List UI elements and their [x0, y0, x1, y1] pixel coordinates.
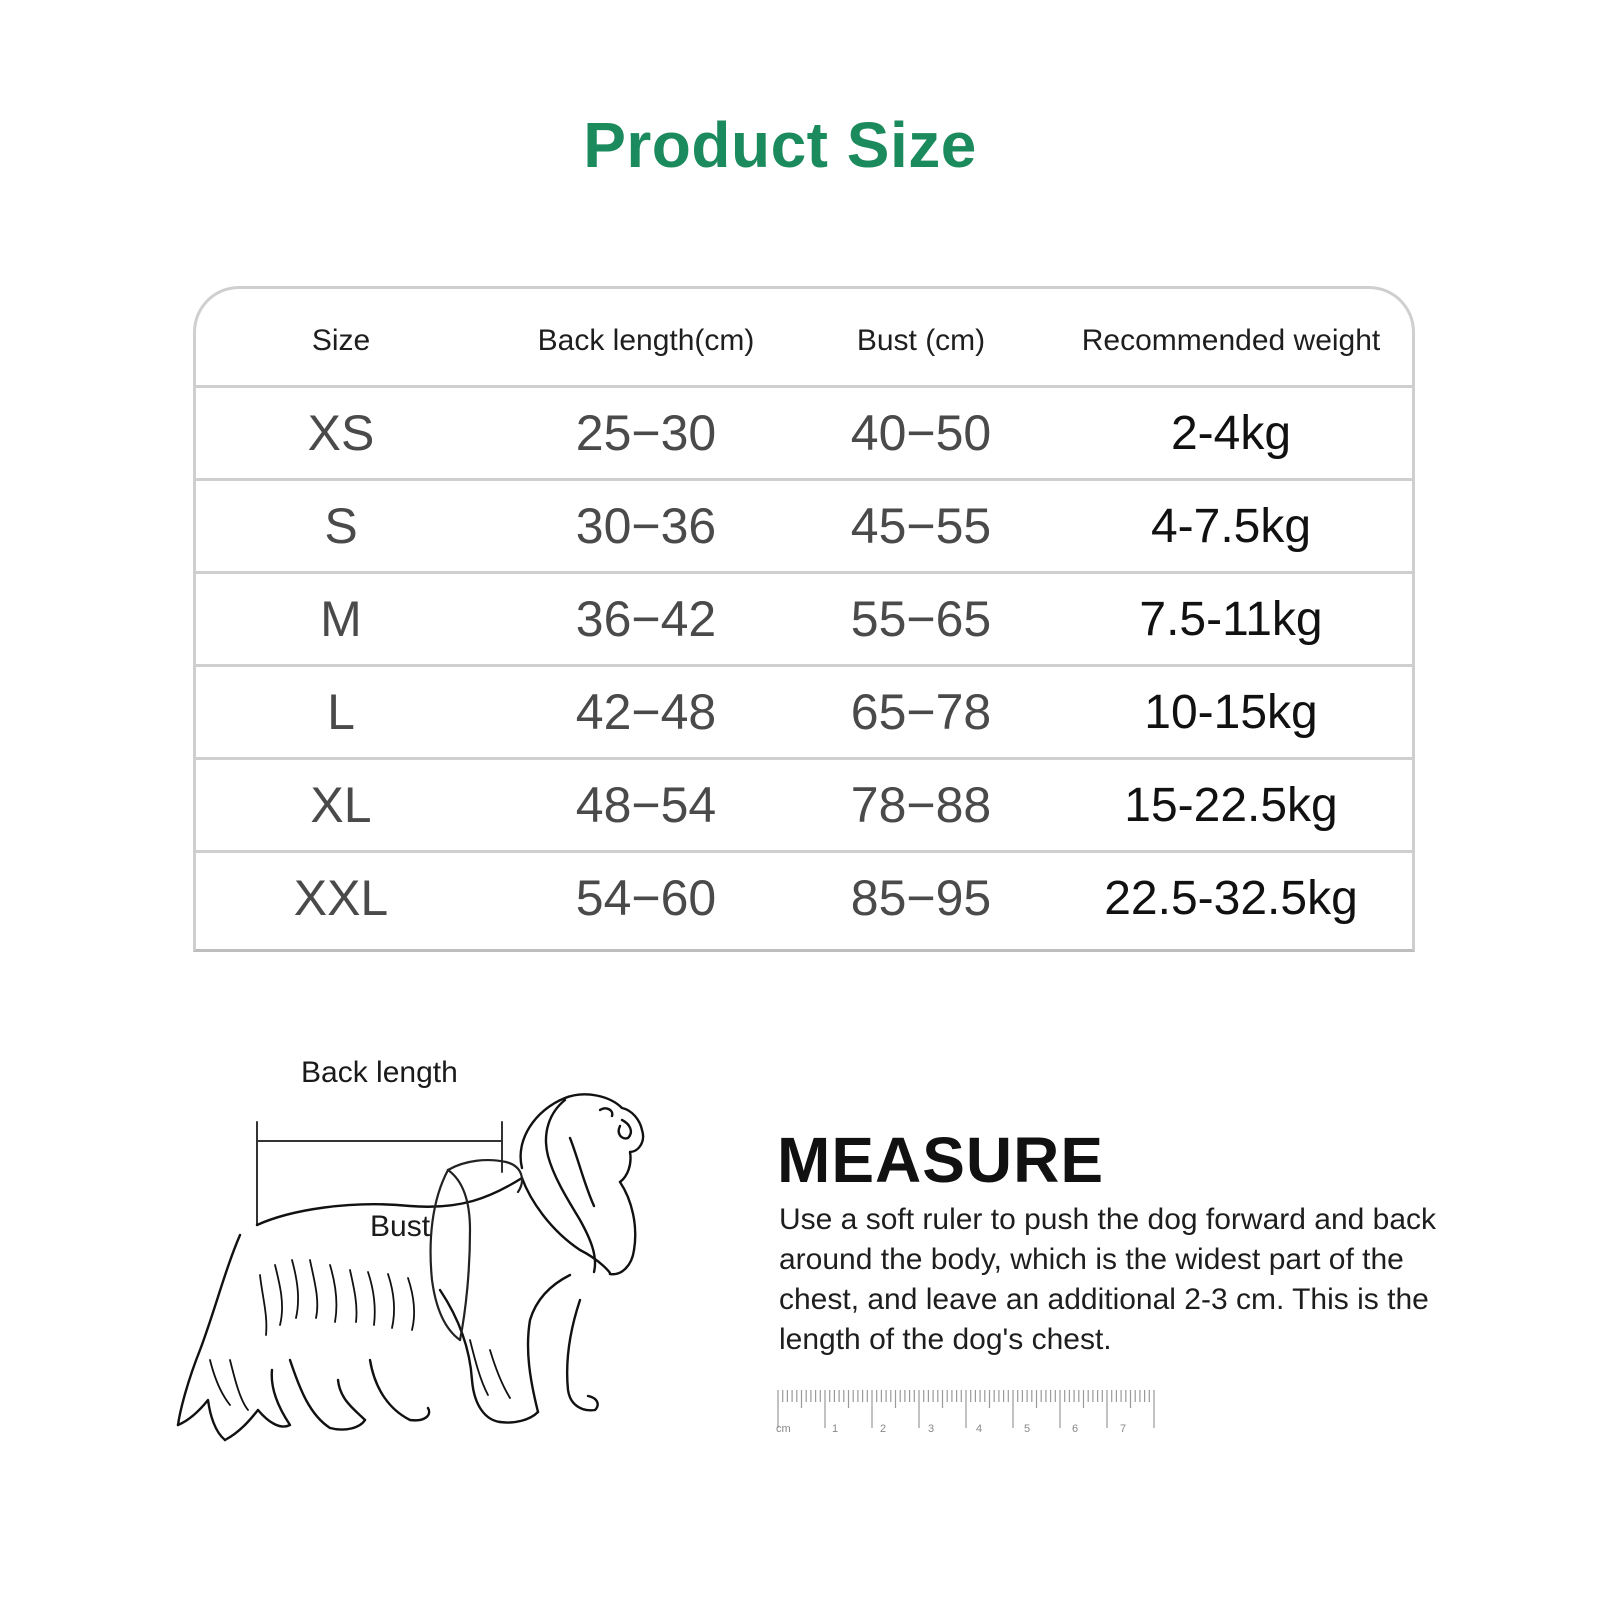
back-length-cell: 30−36 — [575, 498, 717, 554]
bust-cell: 65−78 — [850, 684, 992, 740]
ruler-number: 4 — [976, 1423, 983, 1435]
size-cell: M — [320, 591, 362, 647]
table-row — [196, 850, 1412, 943]
weight-cell: 22.5-32.5kg — [1104, 871, 1358, 925]
bust-label: Bust — [370, 1210, 431, 1243]
back-length-cell: 36−42 — [575, 591, 717, 647]
table-row — [196, 478, 1412, 571]
table-header-row — [196, 289, 1412, 385]
bust-cell: 78−88 — [850, 777, 992, 833]
table-row — [196, 757, 1412, 850]
bust-cell: 55−65 — [850, 591, 992, 647]
measure-instructions: Use a soft ruler to push the dog forward and back around the body, which is the widest part of the chest, and leave an additional 2-3 cm. This is the length of the dog's chest. — [779, 1203, 1437, 1356]
ruler-icon — [770, 1382, 1170, 1447]
ruler-number: 2 — [880, 1423, 887, 1435]
size-cell: XXL — [293, 870, 389, 926]
size-cell: XS — [307, 405, 375, 461]
table-row — [196, 385, 1412, 478]
dog-measure-diagram — [170, 1056, 690, 1480]
weight-cell: 7.5-11kg — [1139, 592, 1323, 646]
page-title: Product Size — [583, 109, 977, 181]
table-row — [196, 571, 1412, 664]
bust-cell: 45−55 — [850, 498, 992, 554]
bust-cell: 40−50 — [850, 405, 992, 461]
ruler-graphic — [770, 1382, 1170, 1442]
back-length-cell: 48−54 — [575, 777, 717, 833]
ruler-number: 7 — [1120, 1423, 1127, 1435]
back-length-cell: 25−30 — [575, 405, 717, 461]
ruler-number: 1 — [832, 1423, 839, 1435]
bust-cell: 85−95 — [850, 870, 992, 926]
header-size: Size — [311, 324, 371, 357]
ruler-number: 6 — [1072, 1423, 1079, 1435]
table-row — [196, 664, 1412, 757]
header-back-length: Back length(cm) — [537, 324, 755, 357]
size-table — [193, 286, 1415, 952]
header-weight: Recommended weight — [1081, 324, 1381, 357]
size-cell: S — [324, 498, 358, 554]
header-bust: Bust (cm) — [856, 324, 986, 357]
ruler-number: 3 — [928, 1423, 935, 1435]
weight-cell: 10-15kg — [1144, 685, 1318, 739]
weight-cell: 4-7.5kg — [1150, 499, 1312, 553]
weight-cell: 2-4kg — [1170, 406, 1292, 460]
size-cell: L — [327, 684, 355, 740]
dog-illustration-icon — [170, 1060, 690, 1480]
weight-cell: 15-22.5kg — [1124, 778, 1338, 832]
size-cell: XL — [310, 777, 372, 833]
ruler-number: 5 — [1024, 1423, 1031, 1435]
back-length-label: Back length — [301, 1056, 458, 1089]
ruler-unit-label: cm — [776, 1423, 791, 1435]
measure-title: MEASURE — [777, 1124, 1105, 1196]
back-length-cell: 54−60 — [575, 870, 717, 926]
back-length-cell: 42−48 — [575, 684, 717, 740]
